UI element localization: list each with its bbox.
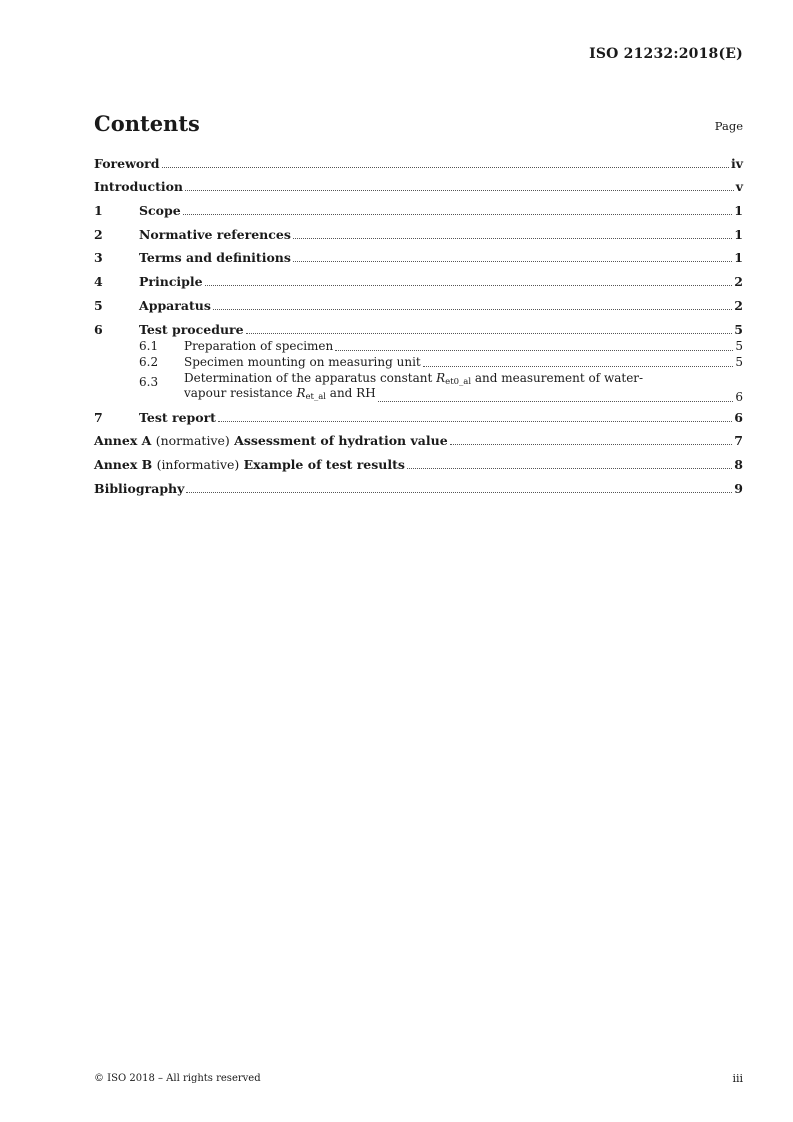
toc-page: 6 <box>735 390 743 404</box>
toc-entry-apparatus[interactable] <box>94 298 743 313</box>
toc-page: v <box>735 179 743 194</box>
page-title: Contents <box>94 111 200 136</box>
toc-number: 7 <box>94 410 103 425</box>
toc-entry-foreword[interactable] <box>94 156 743 171</box>
toc-number: 1 <box>94 203 103 218</box>
dot-leader <box>407 468 732 469</box>
dot-leader <box>205 285 733 286</box>
toc-page: 6 <box>734 410 743 425</box>
toc-label: Specimen mounting on measuring unit <box>184 355 421 369</box>
toc-number: 6.1 <box>139 339 159 353</box>
toc-entry-test-procedure[interactable] <box>94 322 743 337</box>
toc-number: 2 <box>94 227 103 242</box>
symbol-r: R <box>436 371 446 385</box>
toc-page: 1 <box>734 250 743 265</box>
dot-leader <box>293 238 732 239</box>
toc-label: Principle <box>139 274 203 289</box>
toc-entry-6-3-continued[interactable] <box>94 386 743 405</box>
toc-label: Bibliography <box>94 481 185 496</box>
toc-label: Introduction <box>94 179 184 194</box>
footer-copyright: © ISO 2018 – All rights reserved <box>94 1073 261 1084</box>
toc-entry-principle[interactable] <box>94 274 743 289</box>
dot-leader <box>335 350 733 351</box>
toc-label: Annex A (normative) Assessment of hydration value <box>94 433 448 448</box>
dot-leader <box>293 261 732 262</box>
dot-leader <box>450 444 733 445</box>
toc-page: 2 <box>734 274 743 289</box>
toc-label: Test procedure <box>139 322 244 337</box>
toc-number: 4 <box>94 274 103 289</box>
toc-label: Annex B (informative) Example of test results <box>94 457 405 472</box>
toc-label: Determination of the apparatus constant $R_{et0\_al}$ and measurement of water- <box>184 371 644 387</box>
toc-label: Apparatus <box>139 298 211 313</box>
toc-entry-annex-b[interactable] <box>94 457 743 472</box>
toc-label: Scope <box>139 203 181 218</box>
toc-page: 7 <box>734 433 743 448</box>
toc-label: Preparation of specimen <box>184 339 334 353</box>
symbol-r: R <box>296 386 306 400</box>
dot-leader <box>378 401 734 402</box>
dot-leader <box>213 309 732 310</box>
dot-leader <box>186 492 732 493</box>
toc-page: 1 <box>734 203 743 218</box>
toc-entry-annex-a[interactable] <box>94 433 743 448</box>
toc-entry-bibliography[interactable] <box>94 481 743 496</box>
toc-label: vapour resistance $R_{et\_al}$ and RH <box>184 386 376 402</box>
toc-page: 2 <box>734 298 743 313</box>
dot-leader <box>185 190 734 191</box>
toc-number: 6.2 <box>139 355 159 369</box>
dot-leader <box>246 333 733 334</box>
toc-label: Normative references <box>139 227 291 242</box>
toc-number: 3 <box>94 250 103 265</box>
document-code: ISO 21232:2018(E) <box>589 46 743 62</box>
toc-entry-scope[interactable] <box>94 203 743 218</box>
toc-entry-introduction[interactable] <box>94 179 743 194</box>
toc-page: 8 <box>734 457 743 472</box>
page-column-label: Page <box>714 119 743 133</box>
toc-entry-6-1[interactable] <box>94 339 743 354</box>
dot-leader <box>183 214 733 215</box>
toc-number: 6.3 <box>139 375 159 389</box>
toc-page: 5 <box>735 355 743 369</box>
toc-page: iv <box>730 156 743 171</box>
dot-leader <box>423 366 734 367</box>
toc-label: Foreword <box>94 156 160 171</box>
dot-leader <box>162 167 729 168</box>
toc-entry-6-2[interactable] <box>94 355 743 370</box>
symbol-subscript: et0_al <box>445 377 472 387</box>
toc-entry-normative-references[interactable] <box>94 227 743 242</box>
symbol-subscript: et_al <box>305 392 326 402</box>
toc-page: 5 <box>734 322 743 337</box>
toc-label: Test report <box>139 410 216 425</box>
toc-number: 6 <box>94 322 103 337</box>
toc-entry-terms-and-definitions[interactable] <box>94 250 743 265</box>
toc-label: Terms and definitions <box>139 250 291 265</box>
footer-page-number: iii <box>732 1072 743 1085</box>
toc-page: 1 <box>734 227 743 242</box>
dot-leader <box>218 421 732 422</box>
toc-entry-test-report[interactable] <box>94 410 743 425</box>
toc-page: 5 <box>735 339 743 353</box>
toc-number: 5 <box>94 298 103 313</box>
toc-page: 9 <box>734 481 743 496</box>
